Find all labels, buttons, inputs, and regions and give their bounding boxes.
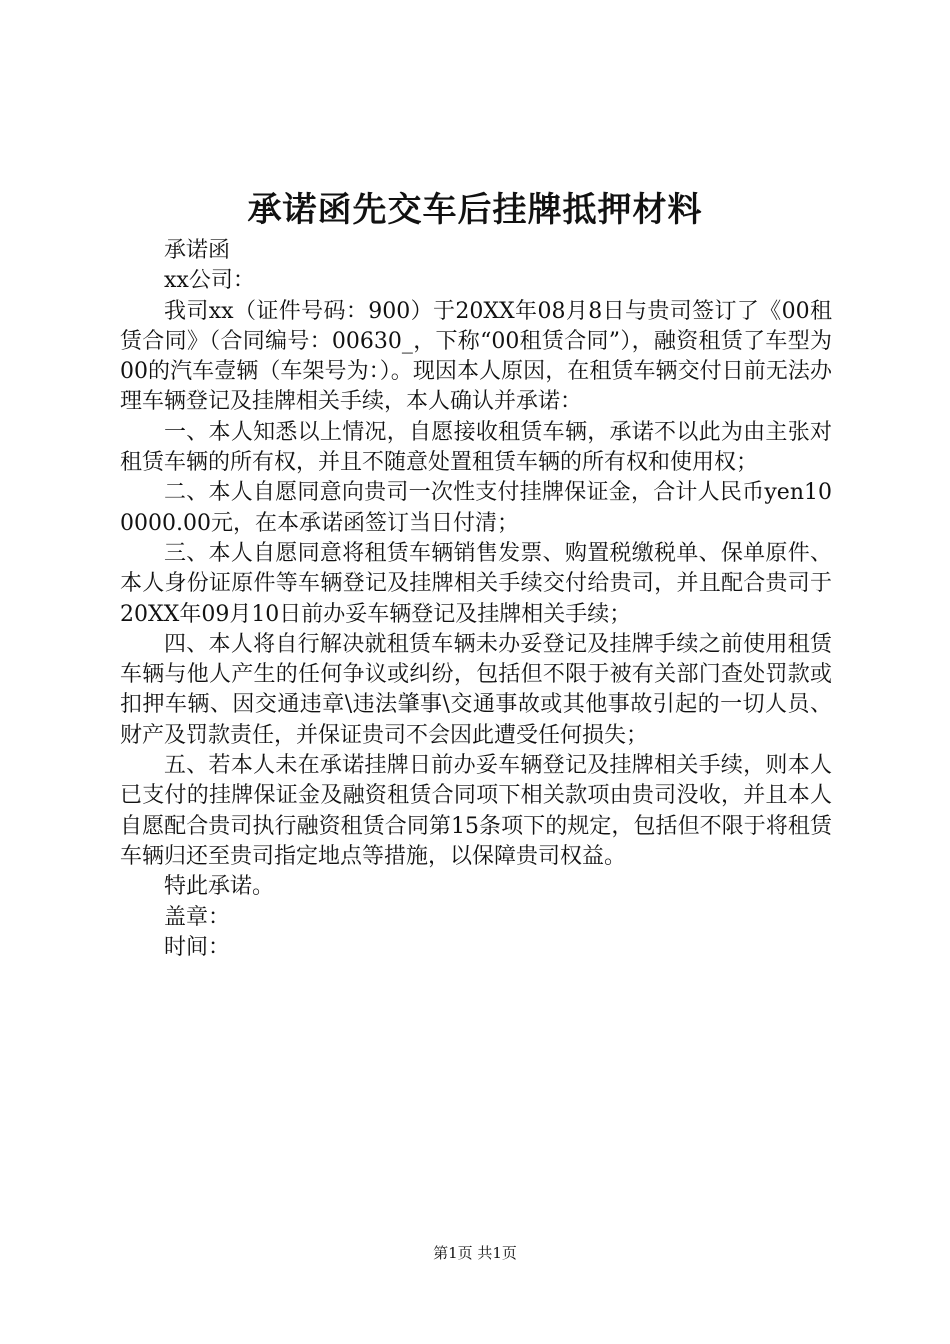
paragraph-addressee: xx公司： (164, 268, 255, 294)
paragraph-item-4: 四、本人将自行解决就租赁车辆未办妥登记及挂牌手续之前使用租赁车辆与他人产生的任何争议或纠纷，包括但不限于被有关部门查处罚款或扣押车辆、因交通违章\违法肇事\交通事故或其他事故引起的一切人员、财产及罚款责任，并保证贵司不会因此遭受任何损失； (120, 631, 832, 748)
document-body (120, 236, 832, 963)
paragraph-closing: 特此承诺。 (164, 874, 275, 900)
paragraph-item-5: 五、若本人未在承诺挂牌日前办妥车辆登记及挂牌相关手续，则本人已支付的挂牌保证金及融资租赁合同项下相关款项由贵司没收，并且本人自愿配合贵司执行融资租赁合同第15条项下的规定，包括但不限于将租赁车辆归还至贵司指定地点等措施，以保障贵司权益。 (120, 753, 832, 869)
document-title: 承诺函先交车后挂牌抵押材料 (247, 190, 703, 230)
page-footer: 第1页 共1页 (433, 1244, 517, 1262)
paragraph-seal: 盖章： (164, 904, 231, 930)
paragraph-item-3: 三、本人自愿同意将租赁车辆销售发票、购置税缴税单、保单原件、本人身份证原件等车辆登记及挂牌相关手续交付给贵司，并且配合贵司于20XX年09月10日前办妥车辆登记及挂牌相关手续； (120, 540, 832, 627)
paragraph-heading: 承诺函 (164, 238, 231, 263)
paragraph-item-1: 一、本人知悉以上情况，自愿接收租赁车辆，承诺不以此为由主张对租赁车辆的所有权，并且不随意处置租赁车辆的所有权和使用权； (120, 419, 832, 476)
paragraph-intro: 我司xx（证件号码：900）于20XX年08月8日与贵司签订了《00租赁合同》（合同编号：00630_，下称“00租赁合同”），融资租赁了车型为00的汽车壹辆（车架号为：）。现因本人原因，在租赁车辆交付日前无法办理车辆登记及挂牌相关手续，本人确认并承诺： (120, 298, 832, 415)
paragraph-item-2: 二、本人自愿同意向贵司一次性支付挂牌保证金，合计人民币yen100000.00元，在本承诺函签订当日付清； (120, 480, 832, 536)
paragraph-date: 时间： (164, 934, 231, 960)
